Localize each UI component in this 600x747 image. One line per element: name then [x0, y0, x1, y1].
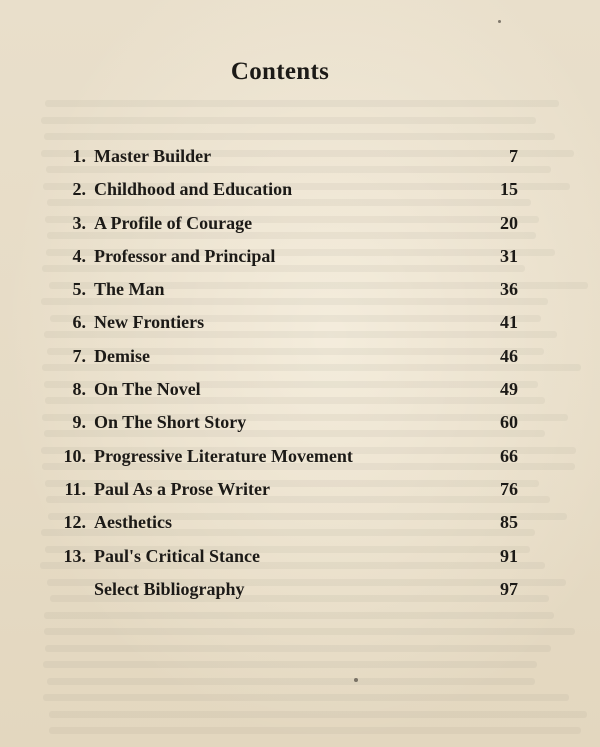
show-through-line — [49, 727, 581, 734]
toc-entry-8 — [0, 373, 600, 406]
toc-title: The Man — [94, 279, 165, 300]
toc-page-number: 31 — [500, 245, 518, 266]
toc-title: Master Builder — [94, 146, 212, 166]
toc-title: Paul's Critical Stance — [94, 545, 260, 566]
toc-entry-9 — [0, 406, 600, 439]
toc-entry-10 — [0, 440, 600, 473]
toc-page-number: 36 — [500, 279, 518, 300]
toc-title: Select Bibliography — [94, 578, 245, 599]
toc-number: 10. — [63, 445, 86, 466]
toc-page-number: 49 — [500, 379, 518, 400]
toc-page-number: 20 — [500, 212, 518, 233]
toc-number: 1. — [72, 146, 86, 166]
toc-number: 8. — [72, 379, 86, 400]
toc-title: Paul As a Prose Writer — [94, 478, 270, 499]
toc-number: 5. — [72, 279, 86, 300]
page-title: Contents — [230, 58, 330, 85]
toc-page-number: 97 — [500, 578, 518, 599]
toc-page-number: 46 — [500, 345, 518, 366]
toc-page-number: 66 — [500, 445, 518, 466]
show-through-line — [43, 694, 569, 701]
show-through-line — [47, 678, 535, 685]
show-through-line — [41, 117, 536, 124]
toc-title: New Frontiers — [94, 312, 205, 333]
toc-title: On The Short Story — [94, 412, 247, 433]
toc-entry-bibliography — [0, 573, 600, 606]
toc-number: 12. — [63, 512, 86, 533]
toc-entry-2 — [0, 173, 600, 206]
toc-page-number: 60 — [500, 412, 518, 433]
toc-page-number: 15 — [500, 179, 518, 200]
show-through-line — [44, 133, 554, 140]
toc-number: 6. — [72, 312, 86, 333]
toc-number: 4. — [72, 245, 86, 266]
toc-entry-4 — [0, 240, 600, 273]
show-through-line — [45, 645, 551, 652]
toc-title: On The Novel — [94, 379, 201, 400]
toc-entry-5 — [0, 273, 600, 306]
toc-entry-7 — [0, 340, 600, 373]
toc-page-number: 76 — [500, 478, 518, 499]
toc-number: 7. — [72, 345, 86, 366]
show-through-line — [49, 711, 587, 718]
toc-page-number: 41 — [500, 312, 518, 333]
toc-page-number: 7 — [509, 146, 518, 166]
toc-entry-13 — [0, 540, 600, 573]
toc-number: 9. — [72, 412, 86, 433]
toc-entry-6 — [0, 306, 600, 339]
show-through-line — [43, 661, 537, 668]
toc-page-number: 85 — [500, 512, 518, 533]
toc-number: 13. — [63, 545, 86, 566]
toc-title: Childhood and Education — [94, 179, 293, 200]
paper-speck — [354, 678, 358, 682]
show-through-line — [45, 100, 559, 107]
toc-entry-1 — [0, 140, 600, 173]
toc-title: Aesthetics — [94, 512, 172, 533]
toc-title: Demise — [94, 345, 150, 366]
toc-page-number: 91 — [500, 545, 518, 566]
paper-speck — [498, 20, 501, 23]
table-of-contents — [0, 140, 600, 606]
toc-entry-12 — [0, 506, 600, 539]
toc-title: Progressive Literature Movement — [94, 445, 353, 466]
toc-title: A Profile of Courage — [94, 212, 253, 233]
toc-number: 3. — [72, 212, 86, 233]
toc-title: Professor and Principal — [94, 245, 276, 266]
show-through-line — [44, 628, 574, 635]
show-through-line — [44, 612, 554, 619]
toc-number: 11. — [64, 478, 86, 499]
toc-entry-3 — [0, 207, 600, 240]
toc-number: 2. — [72, 179, 86, 200]
toc-entry-11 — [0, 473, 600, 506]
